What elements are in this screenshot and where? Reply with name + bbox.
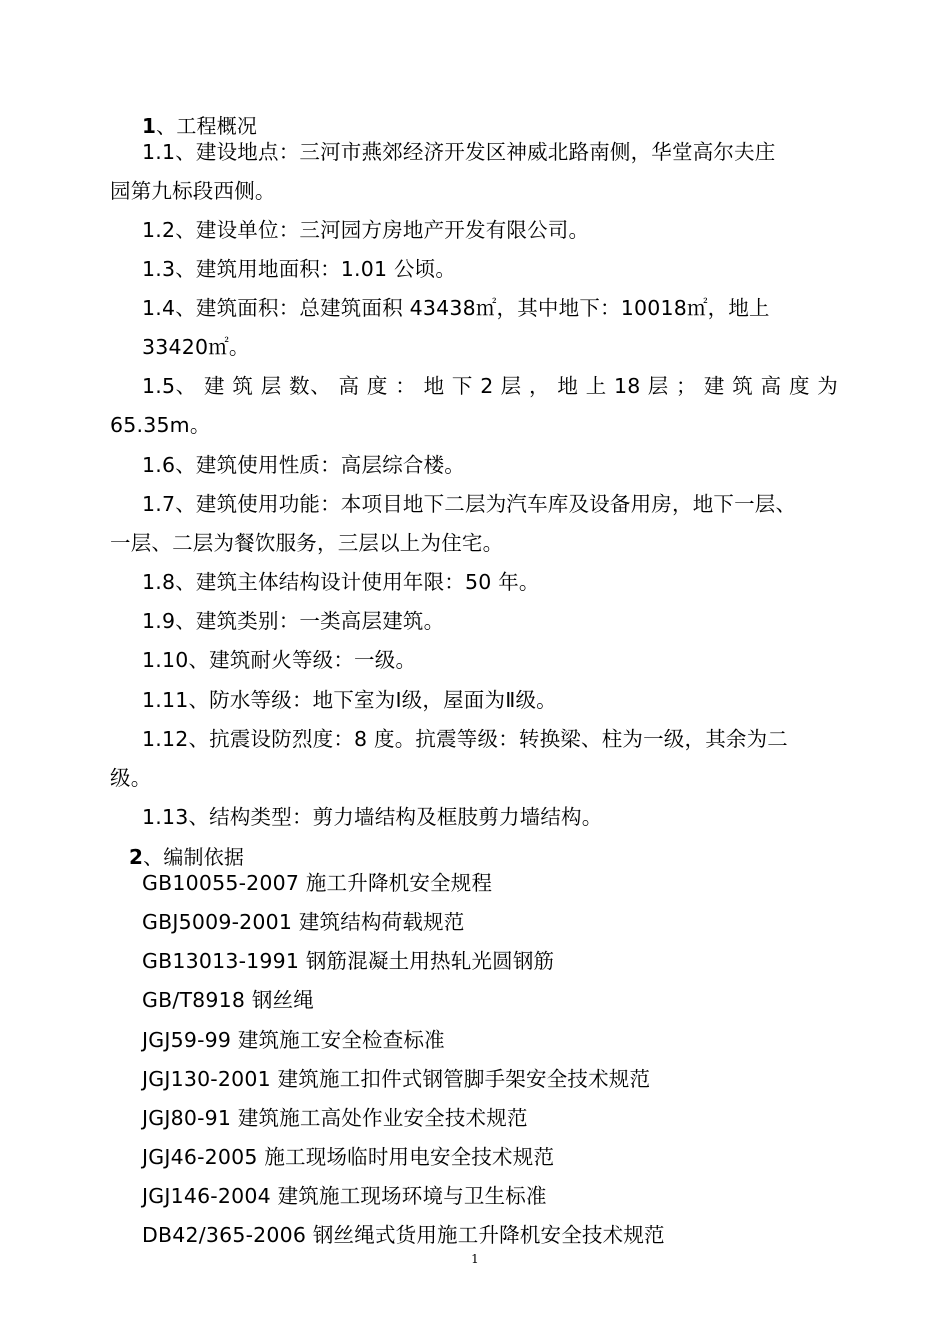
- standard-item-10: DB42/365-2006 钢丝绳式货用施工升降机安全技术规范: [142, 1223, 665, 1247]
- item-1-3: 1.3、建筑用地面积：1.01 公顷。: [142, 257, 457, 281]
- section-1-heading: [142, 112, 257, 140]
- item-1-8: 1.8、建筑主体结构设计使用年限：50 年。: [142, 570, 540, 594]
- standard-item-3: GB13013-1991 钢筋混凝土用热轧光圆钢筋: [142, 949, 555, 973]
- item-1-7-line2: 一层、二层为餐饮服务，三层以上为住宅。: [110, 531, 504, 555]
- standard-item-5: JGJ59-99 建筑施工安全检查标准: [142, 1028, 445, 1052]
- section-2-number: 2: [129, 845, 144, 869]
- item-1-5-line2: 65.35m。: [110, 413, 211, 437]
- item-1-4-line1: 1.4、建筑面积：总建筑面积 43438㎡，其中地下：10018㎡，地上: [142, 296, 770, 320]
- standard-item-2: GBJ5009-2001 建筑结构荷载规范: [142, 910, 465, 934]
- item-1-1-line1: 1.1、建设地点：三河市燕郊经济开发区神威北路南侧，华堂高尔夫庄: [142, 140, 776, 164]
- item-1-12-line1: 1.12、抗震设防烈度：8 度。抗震等级：转换梁、柱为一级，其余为二: [142, 727, 789, 751]
- standard-item-4: GB/T8918 钢丝绳: [142, 988, 314, 1012]
- standard-item-1: GB10055-2007 施工升降机安全规程: [142, 871, 493, 895]
- standard-item-8: JGJ46-2005 施工现场临时用电安全技术规范: [142, 1145, 555, 1169]
- item-1-7-line1: 1.7、建筑使用功能：本项目地下二层为汽车库及设备用房，地下一层、: [142, 492, 797, 516]
- item-1-4-line2: 33420㎡。: [142, 335, 250, 359]
- standard-item-6: JGJ130-2001 建筑施工扣件式钢管脚手架安全技术规范: [142, 1067, 651, 1091]
- item-1-10: 1.10、建筑耐火等级：一级。: [142, 648, 417, 672]
- item-1-2: 1.2、建设单位：三河园方房地产开发有限公司。: [142, 218, 590, 242]
- item-1-13: 1.13、结构类型：剪力墙结构及框肢剪力墙结构。: [142, 805, 603, 829]
- section-1-number: 1: [142, 114, 157, 138]
- item-1-11: 1.11、防水等级：地下室为Ⅰ级，屋面为Ⅱ级。: [142, 688, 557, 712]
- item-1-1-line2: 园第九标段西侧。: [110, 179, 276, 203]
- standard-item-9: JGJ146-2004 建筑施工现场环境与卫生标准: [142, 1184, 547, 1208]
- section-1-title: 、工程概况: [156, 114, 258, 138]
- item-1-6: 1.6、建筑使用性质：高层综合楼。: [142, 453, 466, 477]
- standard-item-7: JGJ80-91 建筑施工高处作业安全技术规范: [142, 1106, 528, 1130]
- section-2-heading: [129, 843, 244, 871]
- item-1-12-line2: 级。: [110, 766, 152, 790]
- section-2-title: 、编制依据: [143, 845, 245, 869]
- page-number: 1: [471, 1252, 479, 1266]
- item-1-9: 1.9、建筑类别：一类高层建筑。: [142, 609, 445, 633]
- item-1-5-line1: 1.5、 建 筑 层 数、 高 度 ： 地 下 2 层 ， 地 上 18 层 ； 建 筑 高 度 为: [142, 374, 838, 398]
